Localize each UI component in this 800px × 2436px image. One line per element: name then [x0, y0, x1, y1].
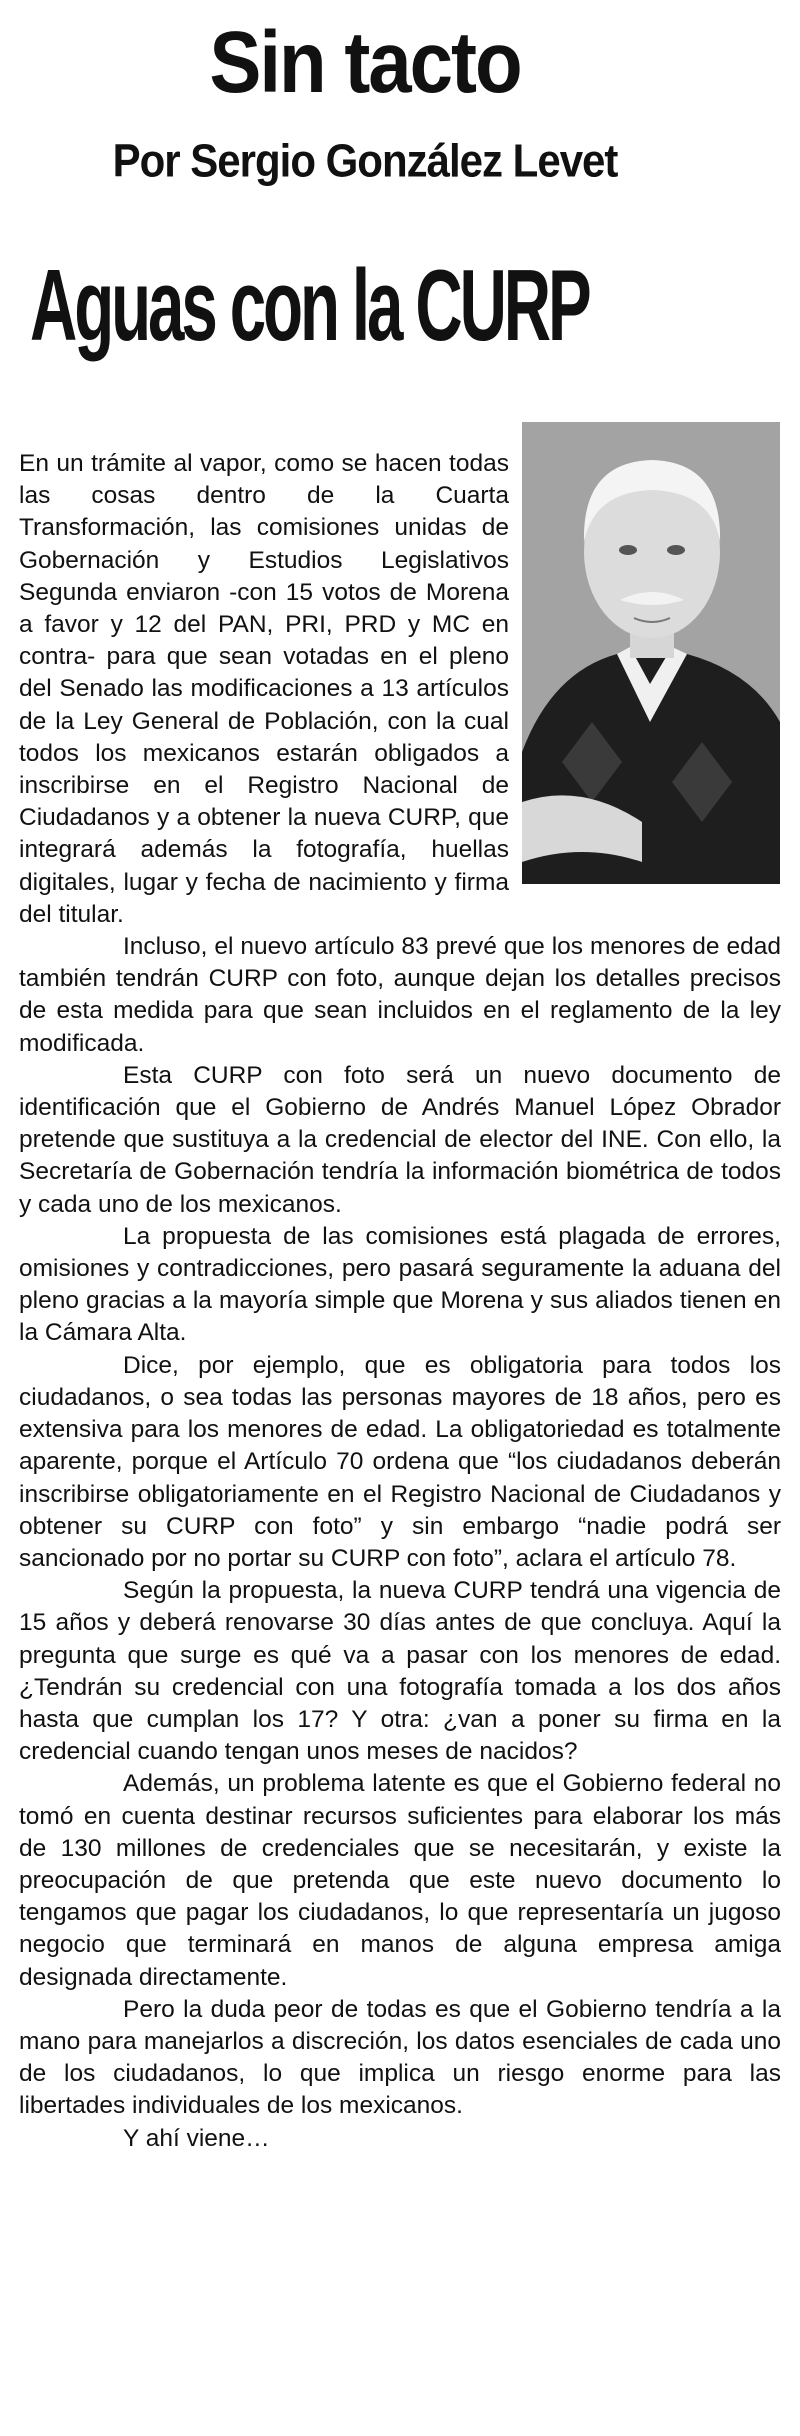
article-paragraph-8: Pero la duda peor de todas es que el Gobierno tendría a la mano para manejarlos a discreción, los datos esenciales de cada uno de los ciudadanos, lo que implica un riesgo enorme para las libertades individuales de los mexicanos. — [19, 1995, 781, 2120]
article-paragraph-1: En un trámite al vapor, como se hacen todas las cosas dentro de la Cuarta Transformación, las comisiones unidas de Gobernación y Estudios Legislativos Segunda enviaron -con 15 votos de Morena a favor y 12 del PAN, PRI, PRD y MC en contra- para que sean votadas en el pleno del Senado las modificaciones a 13 artículos de la Ley General de Población, con la cual todos los mexicanos estarán obligados a inscribirse en el Registro Nacional de Ciudadanos y a obtener la nueva CURP, que integrará además la fotografía, huellas digitales, lugar y fecha de nacimiento y firma del titular. — [19, 450, 509, 928]
article-paragraph-7: Además, un problema latente es que el Gobierno federal no tomó en cuenta destinar recursos suficientes para elaborar los más de 130 millones de credenciales que se necesitarán, y existe la preocupación de que pretenda que este nuevo documento lo tengamos que pagar los ciudadanos, lo que representaría un jugoso negocio que terminará en manos de alguna empresa amiga designada directamente. — [19, 1770, 781, 1991]
column-title: Sin tacto — [209, 12, 521, 111]
author-byline: Por Sergio González Levet — [112, 134, 618, 187]
article-paragraph-3: Esta CURP con foto será un nuevo documento de identificación que el Gobierno de Andrés Manuel López Obrador pretende que sustituya a la credencial de elector del INE. Con ello, la Secretaría de Gobernación tendría la información biométrica de todos y cada uno de los mexicanos. — [19, 1061, 781, 1218]
article-paragraph-5: Dice, por ejemplo, que es obligatoria para todos los ciudadanos, o sea todas las personas mayores de 18 años, pero es extensiva para los menores de edad. La obligatoriedad es totalmente aparente, porque el Artículo 70 ordena que “los ciudadanos deberán inscribirse obligatoriamente en el Registro Nacional de Ciudadanos y obtener su CURP con foto” y sin embargo “nadie podrá ser sancionado por no portar su CURP con foto”, aclara el artículo 78. — [19, 1351, 781, 1572]
article-body — [19, 448, 781, 2155]
article-paragraph-6: Según la propuesta, la nueva CURP tendrá una vigencia de 15 años y deberá renovarse 30 días antes de que concluya. Aquí la pregunta que surge es qué va a pasar con los menores de edad. ¿Tendrán su credencial con una fotografía tomada a los dos años hasta que cumplan los 17? Y otra: ¿van a poner su firma en la credencial cuando tengan unos meses de nacidos? — [19, 1577, 781, 1766]
article-headline: Aguas con la CURP — [30, 249, 589, 362]
article-signoff: Y ahí viene… — [123, 2124, 270, 2152]
photo-spacer — [509, 448, 781, 898]
article-paragraph-2: Incluso, el nuevo artículo 83 prevé que los menores de edad también tendrán CURP con foto, aunque dejan los detalles precisos de esta medida para que sean incluidos en el reglamento de la ley modificada. — [19, 933, 781, 1057]
article-paragraph-4: La propuesta de las comisiones está plagada de errores, omisiones y contradicciones, pero pasará seguramente la aduana del pleno gracias a la mayoría simple que Morena y sus aliados tienen en la Cámara Alta. — [19, 1222, 781, 1347]
